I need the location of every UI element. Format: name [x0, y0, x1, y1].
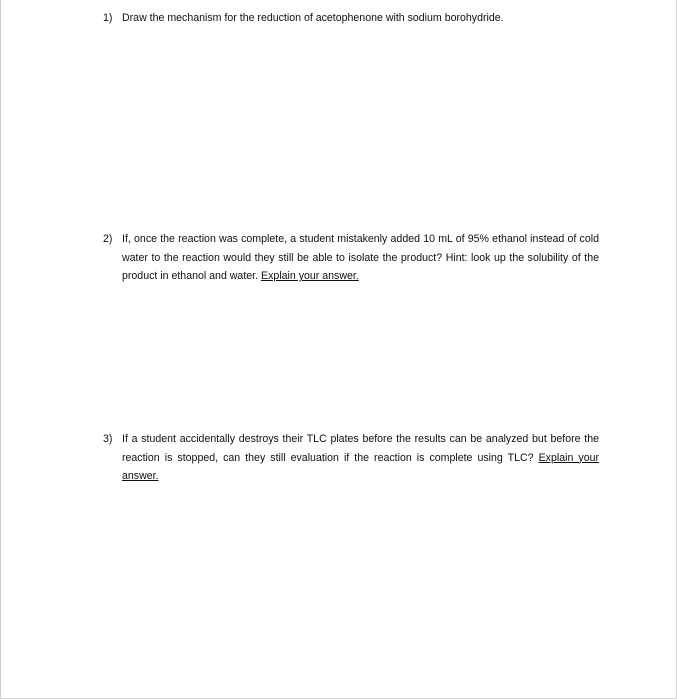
question-3 — [103, 430, 599, 486]
question-1-number: 1) — [103, 12, 113, 24]
question-2-body: If, once the reaction was complete, a student mistakenly added 10 mL of 95% ethanol instead of cold water to the reaction would they still be able to isolate the product? Hint: look up the solubility of the product in ethanol and water. — [122, 233, 599, 282]
question-2-number: 2) — [103, 233, 113, 245]
question-1-text — [122, 9, 599, 28]
question-3-body: If a student accidentally destroys their TLC plates before the results can be analyzed but before the reaction is stopped, can they still evaluation if the reaction is complete using TLC? — [122, 433, 599, 464]
question-1-body: Draw the mechanism for the reduction of acetophenone with sodium borohydride. — [122, 12, 504, 24]
question-3-text — [122, 430, 599, 486]
question-2-explain-prompt: Explain your answer. — [261, 270, 359, 282]
question-3-explain-prompt: Explain your answer. — [122, 451, 600, 482]
question-2-text — [122, 230, 599, 286]
question-2 — [103, 230, 599, 286]
question-1 — [103, 9, 599, 28]
question-3-number: 3) — [103, 433, 113, 445]
